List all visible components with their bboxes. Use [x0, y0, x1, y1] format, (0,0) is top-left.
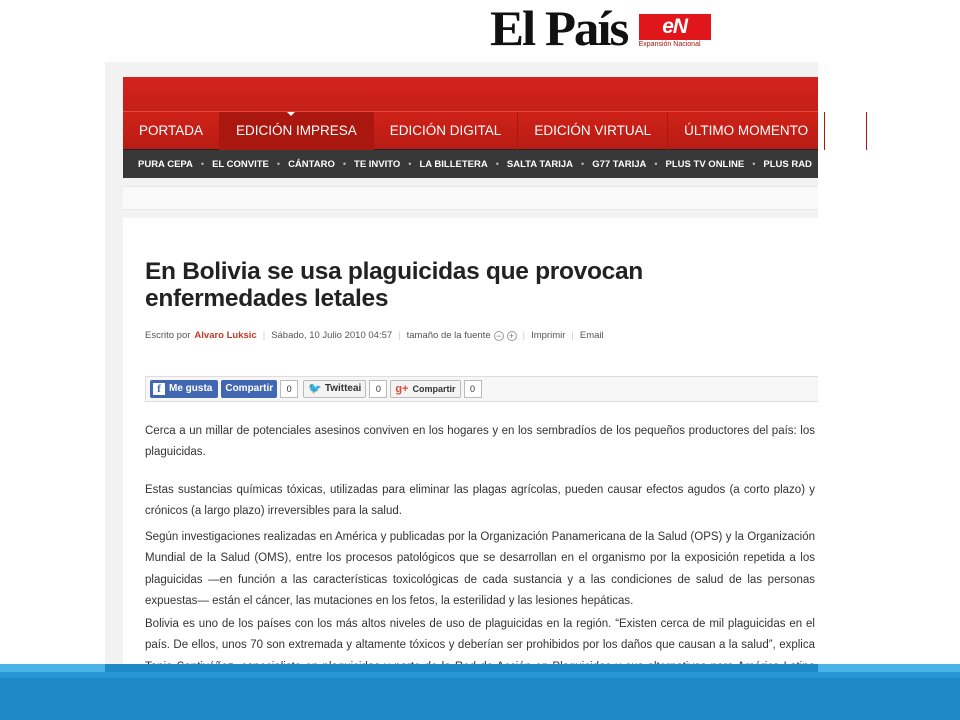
screenshot-frame [105, 62, 851, 706]
nav-item-último-momento[interactable]: ÚLTIMO MOMENTO [668, 112, 825, 150]
meta-divider: | [398, 330, 401, 341]
sub-nav-item[interactable]: G77 TARIJA [592, 158, 647, 170]
logo-wordmark: El País [490, 0, 628, 56]
font-size-label: tamaño de la fuente [406, 330, 491, 341]
site-navbar [123, 77, 851, 178]
nav-item-edición-virtual[interactable]: EDICIÓN VIRTUAL [518, 112, 668, 150]
sub-nav-item[interactable]: LA BILLETERA [419, 158, 488, 170]
nav-item-portada[interactable]: PORTADA [123, 112, 220, 150]
sub-nav-separator: • [408, 159, 412, 169]
band-stripe [0, 672, 960, 678]
article-title: En Bolivia se usa plaguicidas que provocan enfermedades letales [145, 258, 643, 312]
google-plus-button[interactable] [390, 380, 460, 398]
font-increase-button[interactable]: + [507, 331, 517, 341]
tweet-label: Twitteai [324, 383, 362, 394]
sub-nav-separator: • [495, 159, 499, 169]
article-meta [145, 330, 604, 341]
paragraph: Bolivia es uno de los países con los más altos niveles de uso de plaguicidas en la región. “Existen cerca de mil plaguicidas en el país. De ellos, unos 70 son extremada y altamente tóxicos y deberían ser prohibidos por los daños que causan a la salud”, explica [145, 618, 815, 652]
spacer-strip [123, 186, 818, 210]
el-pais-logo[interactable] [490, 0, 711, 56]
nav-item-e[interactable]: E [825, 112, 867, 150]
paragraph: Estas sustancias químicas tóxicas, utilizadas para eliminar las plagas agrícolas, pueden causar efectos agudos (a corto plazo) y crónicos (a largo plazo) irreversibles para la salud. [145, 484, 815, 518]
sub-nav-item[interactable]: TE INVITO [354, 158, 401, 170]
google-plus-icon: g+ [395, 383, 409, 395]
like-label: Me gusta [169, 383, 213, 394]
article-content [123, 218, 818, 718]
sub-nav-separator: • [276, 159, 281, 169]
facebook-share-button[interactable]: Compartir [221, 380, 277, 398]
nav-top-bar [123, 77, 818, 111]
facebook-like-button[interactable] [150, 380, 218, 398]
facebook-count: 0 [280, 380, 298, 398]
bottom-decorative-band [0, 664, 960, 720]
bird-icon: 🐦 [308, 383, 322, 395]
main-nav [123, 111, 851, 149]
sub-nav-item[interactable]: SALTA TARIJA [506, 158, 574, 170]
email-link[interactable]: Email [579, 330, 604, 341]
author-link[interactable]: Alvaro Luksic [194, 330, 257, 341]
sub-nav-item[interactable]: PURA CEPA [138, 158, 193, 170]
sub-nav-item[interactable]: CÁNTARO [288, 158, 335, 170]
sub-nav-separator: • [342, 159, 347, 169]
badge-mark: eN [639, 14, 711, 40]
meta-divider: | [571, 330, 574, 341]
active-indicator-icon [287, 112, 295, 116]
google-plus-count: 0 [464, 380, 482, 398]
font-decrease-button[interactable]: − [494, 331, 504, 341]
meta-divider: | [522, 330, 526, 341]
paragraph: Según investigaciones realizadas en América y publicadas por la Organización Panamericana de la Salud (OPS) y la Organización Mundial de la Salud (OMS), entre los procesos patológicos que se desarrollan en el organismo por la exposición repetida a los plaguicidas —en función a las características toxicológicas de cada sustancia y a las condiciones de salud de las personas expuestas— están el cáncer, las mutaciones en los fetos, la esterilidad y las lesiones hepáticas. [145, 531, 815, 607]
article-date: Sábado, 10 Julio 2010 04:57 [271, 330, 393, 341]
sub-nav-separator: • [200, 159, 205, 169]
facebook-icon: f [153, 383, 165, 395]
band-highlight-right [818, 664, 960, 672]
print-link[interactable]: Imprimir [531, 330, 566, 341]
expansion-nacional-badge [639, 14, 711, 48]
sub-nav-separator: • [654, 159, 658, 169]
sub-nav [123, 149, 818, 178]
meta-divider: | [262, 330, 266, 341]
gplus-label: Compartir [412, 384, 456, 394]
social-share-bar [145, 376, 818, 402]
twitter-count: 0 [369, 380, 387, 398]
written-by-label: Escrito por [145, 330, 191, 341]
sub-nav-separator: • [752, 159, 756, 169]
band-highlight-left [0, 664, 105, 672]
badge-subtitle: Expansión Nacional [638, 41, 701, 48]
nav-item-edición-impresa[interactable]: EDICIÓN IMPRESA [220, 112, 374, 150]
sub-nav-item[interactable]: PLUS RAD [763, 158, 812, 170]
sub-nav-item[interactable]: PLUS TV ONLINE [665, 158, 745, 170]
sub-nav-item[interactable]: EL CONVITE [212, 158, 269, 170]
paragraph: Cerca a un millar de potenciales asesinos conviven en los hogares y en los sembradíos de los pequeños productores del país: los plaguicidas. [145, 425, 815, 459]
sub-nav-separator: • [581, 159, 585, 169]
twitter-button[interactable] [303, 380, 366, 398]
nav-item-edición-digital[interactable]: EDICIÓN DIGITAL [374, 112, 519, 150]
